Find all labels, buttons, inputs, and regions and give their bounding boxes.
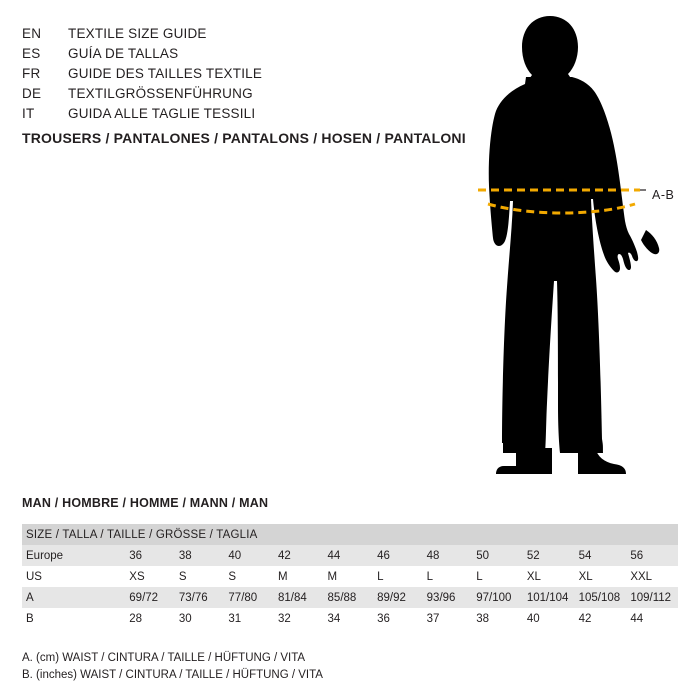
language-list xyxy=(22,24,482,124)
language-text: GUIDE DES TAILLES TEXTILE xyxy=(68,66,263,81)
language-row xyxy=(22,104,482,124)
cell: XL xyxy=(575,566,627,587)
cell: 40 xyxy=(224,545,274,566)
cell: 54 xyxy=(575,545,627,566)
cell: 69/72 xyxy=(125,587,175,608)
cell: 37 xyxy=(423,608,473,629)
cell: 38 xyxy=(472,608,523,629)
language-row xyxy=(22,64,482,84)
language-text: GUIDA ALLE TAGLIE TESSILI xyxy=(68,106,256,121)
cell: L xyxy=(423,566,473,587)
table-row xyxy=(22,566,678,587)
language-text: TEXTILE SIZE GUIDE xyxy=(68,26,207,41)
footnote-b: B. (inches) WAIST / CINTURA / TAILLE / HÜFTUNG / VITA xyxy=(22,669,323,681)
cell: 44 xyxy=(626,608,678,629)
cell: 32 xyxy=(274,608,324,629)
cell: M xyxy=(274,566,324,587)
cell: L xyxy=(472,566,523,587)
cell: 48 xyxy=(423,545,473,566)
cell: 52 xyxy=(523,545,575,566)
table-header-label: SIZE / TALLA / TAILLE / GRÖSSE / TAGLIA xyxy=(22,524,678,545)
cell: 97/100 xyxy=(472,587,523,608)
cell: XXL xyxy=(626,566,678,587)
table-header-row xyxy=(22,524,678,545)
language-code: FR xyxy=(22,66,41,81)
cell: XL xyxy=(523,566,575,587)
cell: 77/80 xyxy=(224,587,274,608)
language-row xyxy=(22,84,482,104)
language-code: EN xyxy=(22,26,42,41)
footnote-a: A. (cm) WAIST / CINTURA / TAILLE / HÜFTUNG / VITA xyxy=(22,652,306,664)
language-text: GUÍA DE TALLAS xyxy=(68,46,179,61)
cell: 73/76 xyxy=(175,587,225,608)
cell: 105/108 xyxy=(575,587,627,608)
table-row xyxy=(22,608,678,629)
cell: M xyxy=(324,566,374,587)
size-table xyxy=(22,524,678,629)
table-row xyxy=(22,587,678,608)
cell: 30 xyxy=(175,608,225,629)
language-text: TEXTILGRÖSSENFÜHRUNG xyxy=(68,86,253,101)
footnotes xyxy=(22,650,323,684)
cell: 93/96 xyxy=(423,587,473,608)
cell: 46 xyxy=(373,545,423,566)
row-label: Europe xyxy=(22,545,125,566)
cell: S xyxy=(175,566,225,587)
cell: S xyxy=(224,566,274,587)
cell: 89/92 xyxy=(373,587,423,608)
figure-area xyxy=(430,8,690,478)
cell: 36 xyxy=(125,545,175,566)
cell: 109/112 xyxy=(626,587,678,608)
cell: 44 xyxy=(324,545,374,566)
cell: 31 xyxy=(224,608,274,629)
cell: 50 xyxy=(472,545,523,566)
cell: 40 xyxy=(523,608,575,629)
cell: 28 xyxy=(125,608,175,629)
language-row xyxy=(22,24,482,44)
language-code: DE xyxy=(22,86,42,101)
cell: XS xyxy=(125,566,175,587)
measure-label-ab: A-B xyxy=(652,188,675,202)
language-code: IT xyxy=(22,106,35,121)
row-label: US xyxy=(22,566,125,587)
cell: 101/104 xyxy=(523,587,575,608)
row-label: A xyxy=(22,587,125,608)
cell: 56 xyxy=(626,545,678,566)
garment-type-title: TROUSERS / PANTALONES / PANTALONS / HOSEN / PANTALONI xyxy=(22,130,466,146)
man-silhouette-icon xyxy=(430,8,690,478)
cell: 42 xyxy=(575,608,627,629)
table-group-title: MAN / HOMBRE / HOMME / MANN / MAN xyxy=(22,496,269,510)
cell: L xyxy=(373,566,423,587)
row-label: B xyxy=(22,608,125,629)
cell: 81/84 xyxy=(274,587,324,608)
language-code: ES xyxy=(22,46,41,61)
cell: 85/88 xyxy=(324,587,374,608)
cell: 38 xyxy=(175,545,225,566)
cell: 34 xyxy=(324,608,374,629)
cell: 36 xyxy=(373,608,423,629)
language-row xyxy=(22,44,482,64)
cell: 42 xyxy=(274,545,324,566)
table-row xyxy=(22,545,678,566)
